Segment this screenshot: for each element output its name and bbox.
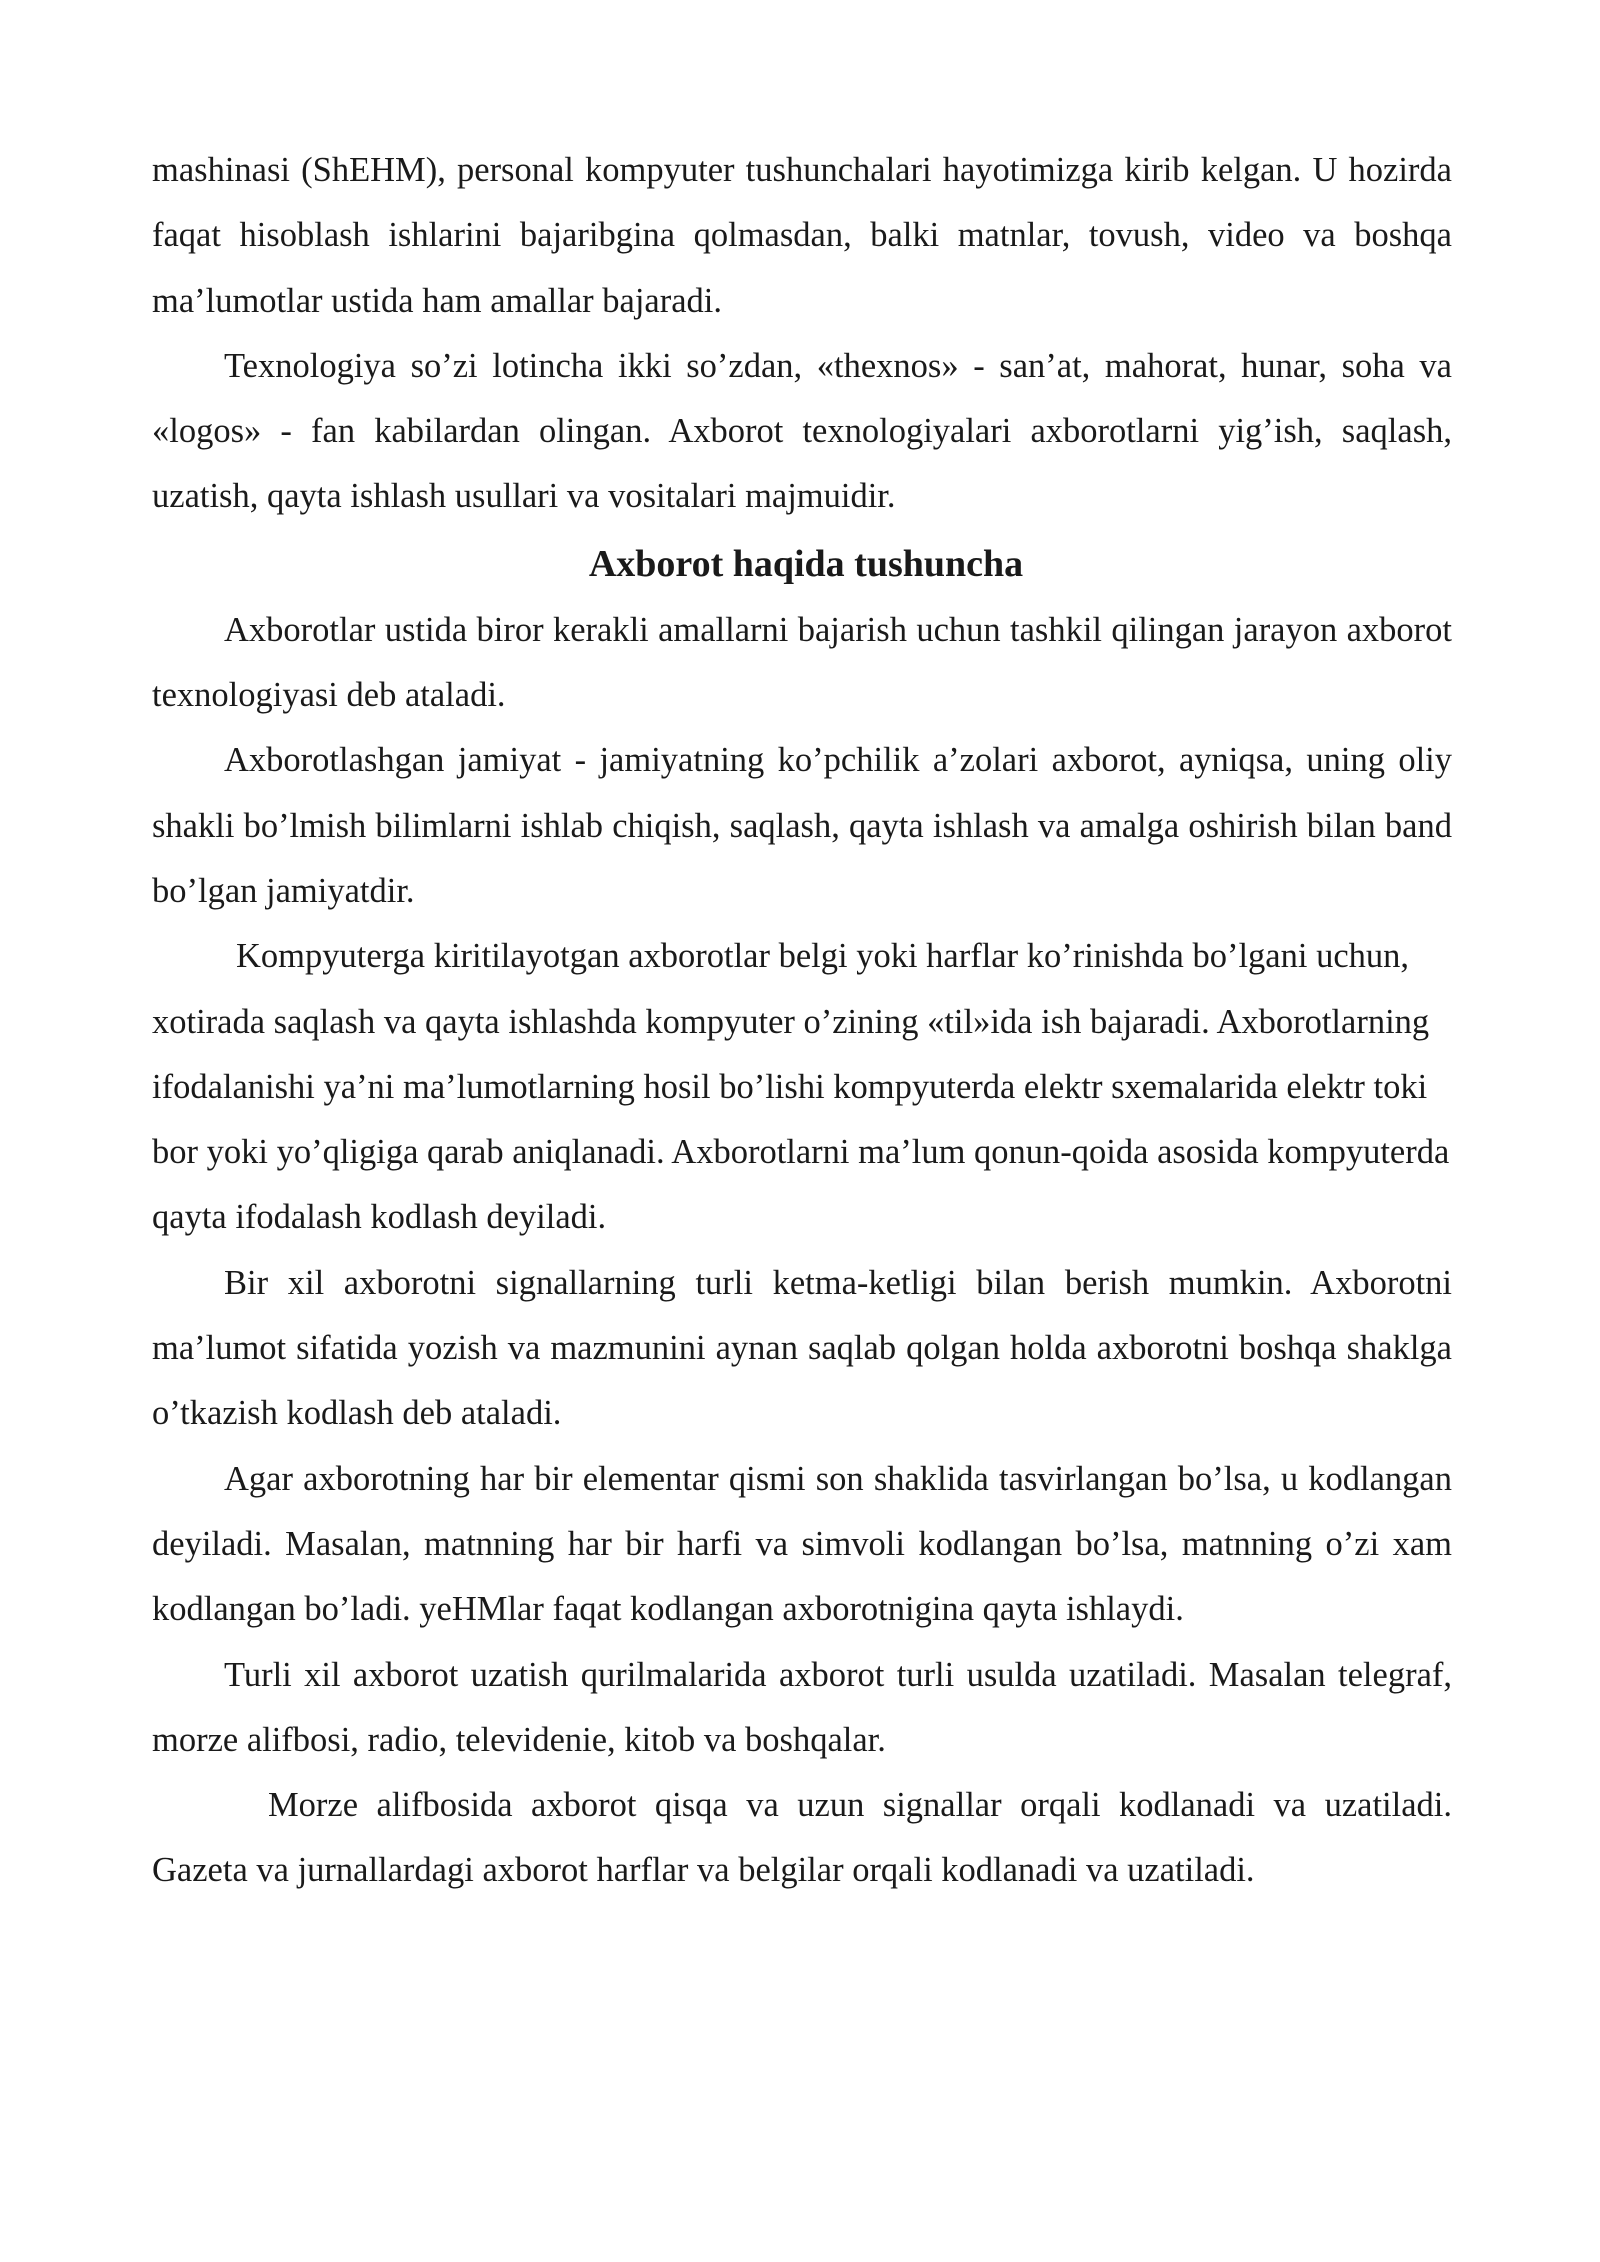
paragraph-technology-definition: Texnologiya so’zi lotincha ikki so’zdan, «thexnos» - san’at, mahorat, hunar, soha va «logos» - fan kabilardan olingan. Axborot texnologiyalari axborotlarni yig’ish, saqlash, uzatish, qayta ishlash usullari va vositalari majmuidir. — [152, 346, 1452, 516]
paragraph-transmission: Turli xil axborot uzatish qurilmalarida axborot turli usulda uzatiladi. Masalan telegraf, morze alifbosi, radio, televidenie, kitob va boshqalar. — [152, 1655, 1452, 1759]
paragraph-signals: Bir xil axborotni signallarning turli ketma-ketligi bilan berish mumkin. Axborotni ma’lumot sifatida yozish va mazmunini aynan saqlab qolgan holda axborotni boshqa shaklga o’tkazish kodlash deb ataladi. — [152, 1263, 1452, 1433]
paragraph-intro: mashinasi (ShEHM), personal kompyuter tushunchalari hayotimizga kirib kelgan. U hozirda faqat hisoblash ishlarini bajaribgina qolmasdan, balki matnlar, tovush, video va boshqa ma’lumotlar ustida ham amallar bajaradi. — [152, 151, 1452, 320]
paragraph-info-society: Axborotlashgan jamiyat - jamiyatning ko’pchilik a’zolari axborot, ayniqsa, uning oliy shakli bo’lmish bilimlarni ishlab chiqish, saqlash, qayta ishlash va amalga oshirish bilan band bo’lgan jamiyatdir. — [152, 741, 1452, 910]
document-page — [152, 138, 1452, 1904]
paragraph-info-technology: Axborotlar ustida biror kerakli amallarni bajarish uchun tashkil qilingan jarayon axborot texnologiyasi deb ataladi. — [152, 610, 1452, 715]
paragraph-morse: Morze alifbosida axborot qisqa va uzun signallar orqali kodlanadi va uzatiladi. Gazeta va jurnallardagi axborot harflar va belgilar orqali kodlanadi va uzatiladi. — [152, 1786, 1452, 1890]
paragraph-computer-encoding: Kompyuterga kiritilayotgan axborotlar belgi yoki harflar ko’rinishda bo’lgani uchun, xotirada saqlash va qayta ishlashda kompyuter o’zining «til»ida ish bajaradi. Axborotlarning ifodalanishi ya’ni ma’lumotlarning hosil bo’lishi kompyuterda elektr sxemalarida elektr toki bor yoki yo’qligiga qarab aniqlanadi. Axborotlarni ma’lum qonun-qoida asosida kompyuterda qayta ifodalash kodlash deyiladi. — [152, 937, 1450, 1237]
paragraph-elementary-parts: Agar axborotning har bir elementar qismi son shaklida tasvirlangan bo’lsa, u kodlangan deyiladi. Masalan, matnning har bir harfi va simvoli kodlangan bo’lsa, matnning o’zi xam kodlangan bo’ladi. yeHMlar faqat kodlangan axborotnigina qayta ishlaydi. — [152, 1459, 1452, 1629]
section-heading: Axborot haqida tushuncha — [588, 542, 1024, 585]
